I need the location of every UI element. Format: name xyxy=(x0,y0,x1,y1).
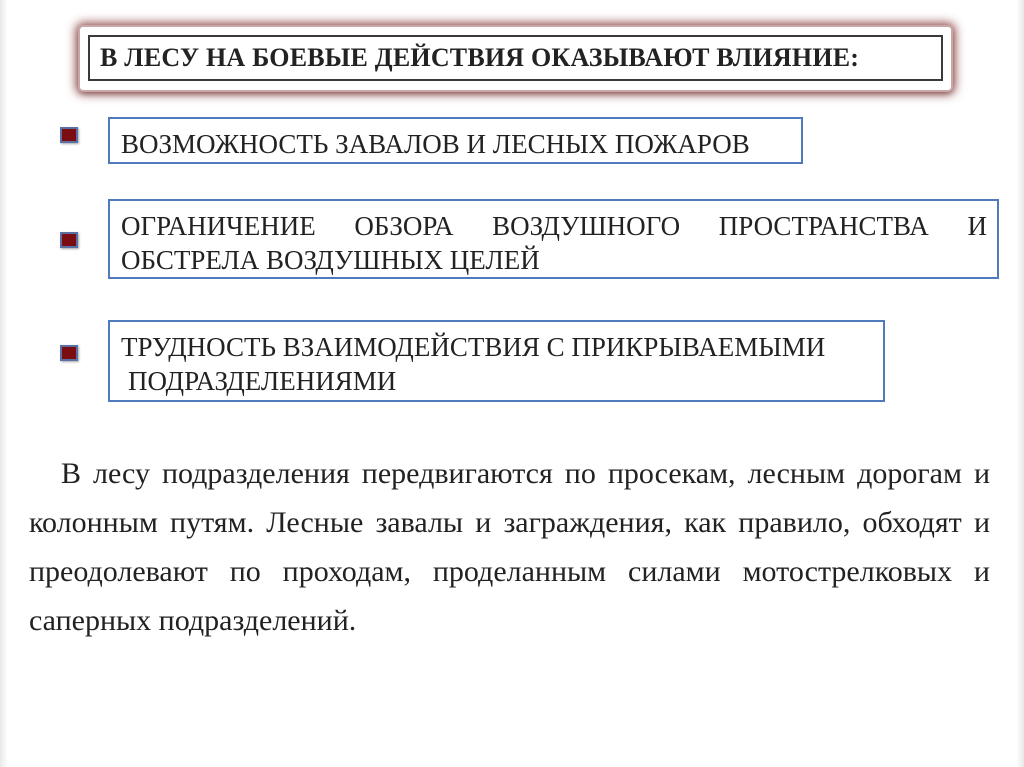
body-paragraph: В лесу подразделения передвигаются по просекам, лесным дорогам и колонным путям. Лесные завалы и заграждения, как правило, обходят и преодолевают по проходам, проделанным силами мотострелковых и саперных подразделений. xyxy=(29,457,990,637)
slide-edge-right xyxy=(1016,0,1024,767)
list-item-2 xyxy=(108,199,999,279)
bullet-square-icon xyxy=(60,127,78,143)
bullet-square-icon xyxy=(60,232,78,248)
list-item-2-text: ОГРАНИЧЕНИЕ ОБЗОРА ВОЗДУШНОГО ПРОСТРАНСТВА И ОБСТРЕЛА ВОЗДУШНЫХ ЦЕЛЕЙ xyxy=(121,211,987,275)
bullet-square-icon xyxy=(60,345,78,361)
slide-edge-left xyxy=(0,0,8,767)
list-item-3-line-2: ПОДРАЗДЕЛЕНИЯМИ xyxy=(128,366,397,396)
page-title: В ЛЕСУ НА БОЕВЫЕ ДЕЙСТВИЯ ОКАЗЫВАЮТ ВЛИЯНИЕ: xyxy=(100,43,860,72)
title-box xyxy=(88,35,943,81)
list-item-3-line-1: ТРУДНОСТЬ ВЗАИМОДЕЙСТВИЯ С ПРИКРЫВАЕМЫМИ xyxy=(121,332,826,362)
list-item-1-text: ВОЗМОЖНОСТЬ ЗАВАЛОВ И ЛЕСНЫХ ПОЖАРОВ xyxy=(121,129,750,159)
list-item-3 xyxy=(108,320,885,402)
list-item-1 xyxy=(108,117,803,164)
